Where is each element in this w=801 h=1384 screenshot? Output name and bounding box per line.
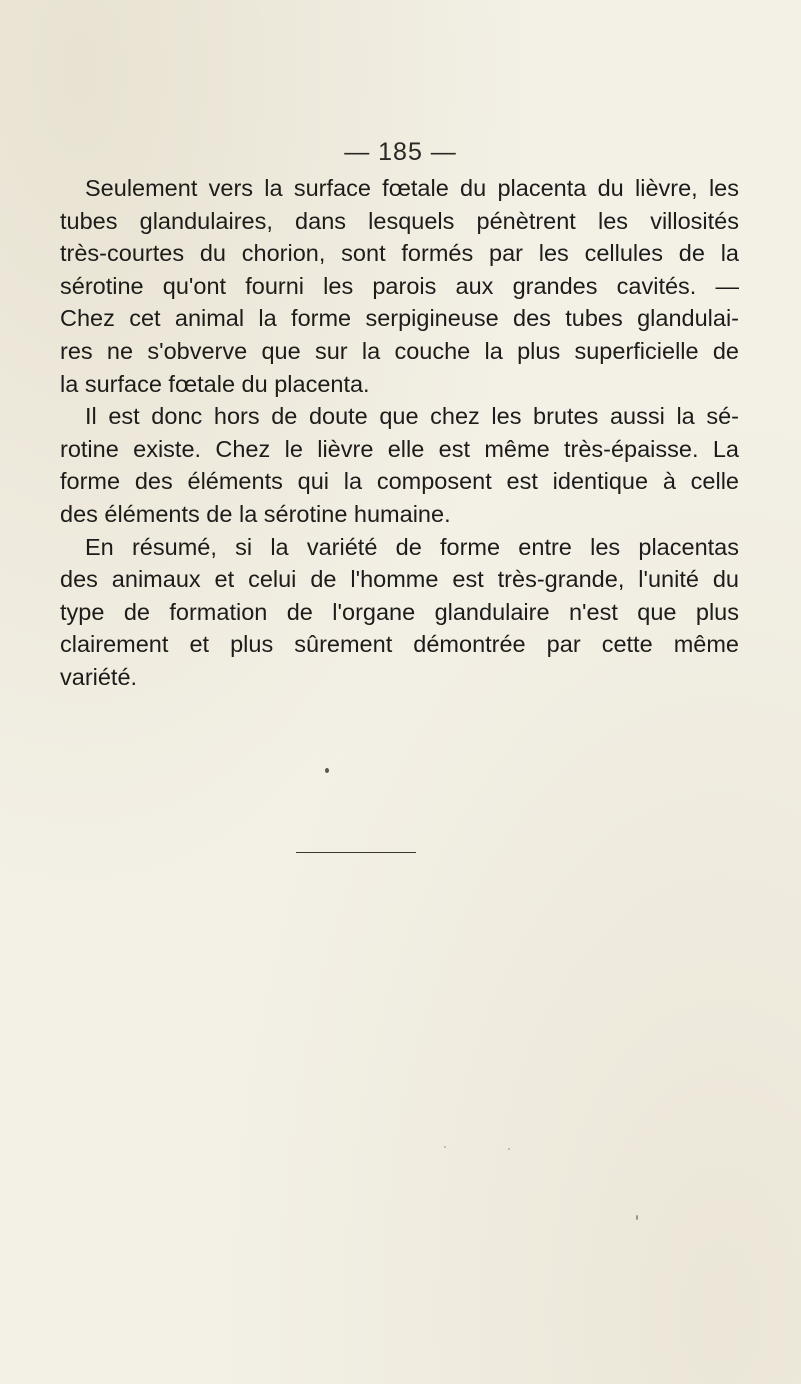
page-number: — 185 — <box>344 138 457 166</box>
text-line: variété. <box>60 663 138 690</box>
text-line: très-courtes du chorion, sont formés par les cellules de la <box>60 240 739 267</box>
text-line: type de formation de l'organe glandulaire n'est que plus <box>60 598 739 625</box>
ink-speck <box>636 1215 638 1220</box>
text-line: forme des éléments qui la composent est identique à celle <box>60 468 739 495</box>
text-line: res ne s'obverve que sur la couche la plus superficielle de <box>60 337 739 364</box>
ink-speck <box>444 1146 446 1148</box>
text-line: des animaux et celui de l'homme est très-grande, l'unité du <box>60 566 739 593</box>
text-line: la surface fœtale du placenta. <box>60 370 370 397</box>
ink-speck <box>508 1148 510 1150</box>
text-line: rotine existe. Chez le lièvre elle est même très-épaisse. La <box>60 435 739 462</box>
text-line: des éléments de la sérotine humaine. <box>60 500 451 527</box>
section-divider <box>296 852 416 853</box>
text-line: tubes glandulaires, dans lesquels pénètrent les villosités <box>60 207 739 234</box>
text-line: clairement et plus sûrement démontrée par cette même <box>60 631 739 658</box>
body-text <box>60 172 739 694</box>
text-line: Seulement vers la surface fœtale du placenta du lièvre, les <box>85 175 739 201</box>
text-line: Il est donc hors de doute que chez les brutes aussi la sé- <box>85 403 739 430</box>
text-line: sérotine qu'ont fourni les parois aux grandes cavités. — <box>60 272 739 299</box>
text-line: Chez cet animal la forme serpigineuse des tubes glandulai- <box>60 305 739 332</box>
text-line: En résumé, si la variété de forme entre les placentas <box>85 533 739 560</box>
ink-speck <box>325 768 329 773</box>
